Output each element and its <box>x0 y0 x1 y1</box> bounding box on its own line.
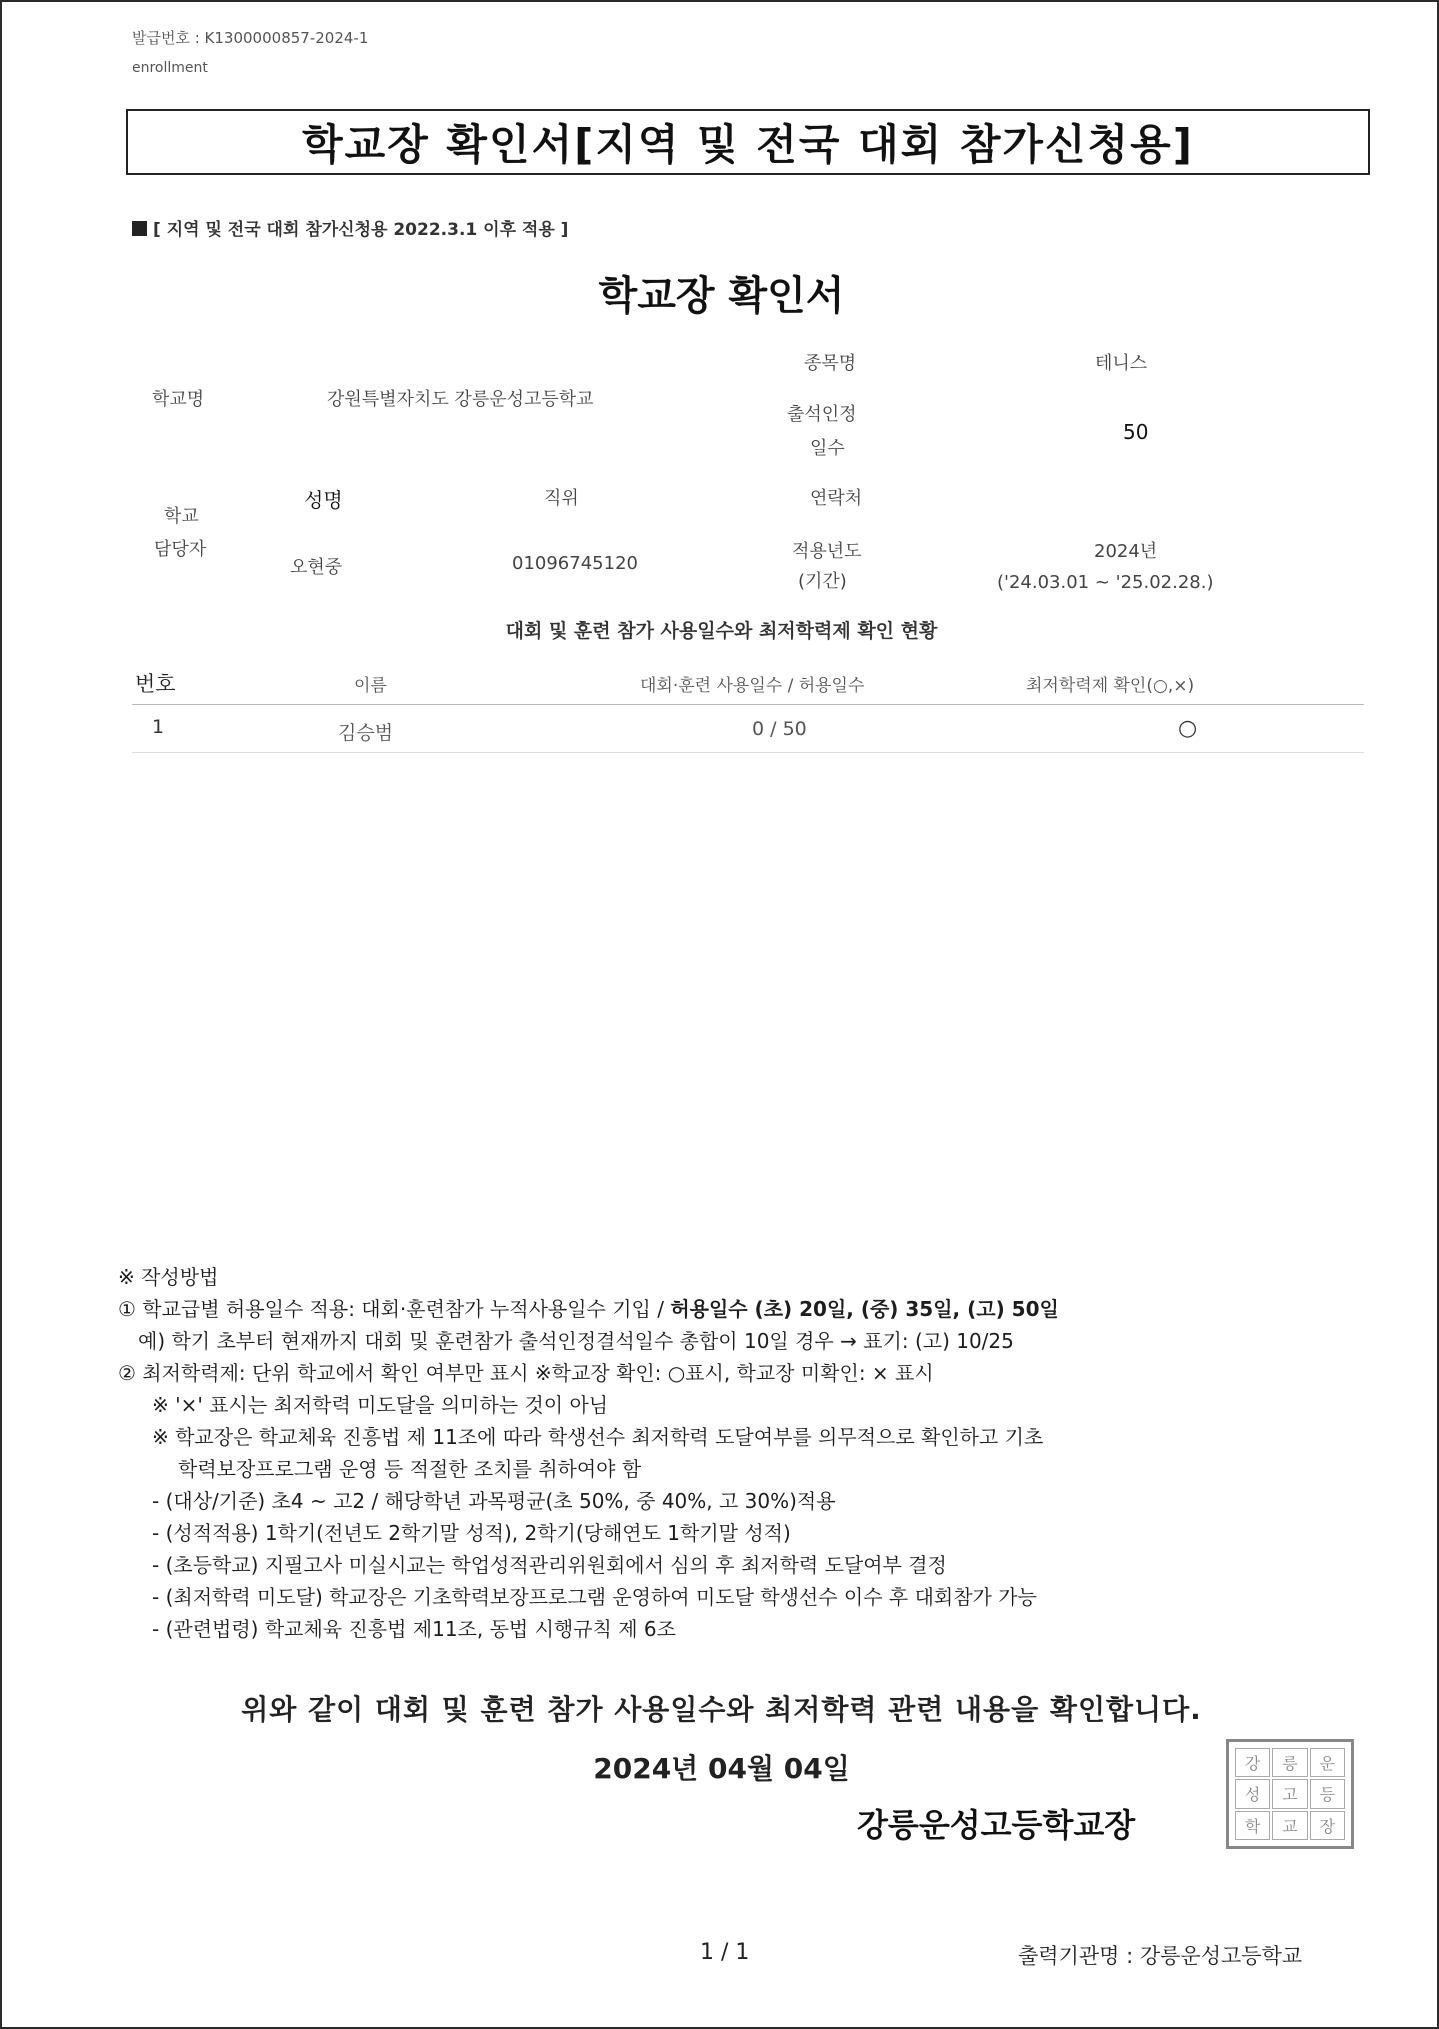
table-header-check: 최저학력제 확인(○,×) <box>1026 676 1195 696</box>
type-label: 종목명 <box>804 353 857 374</box>
name-value: 오현중 <box>290 557 343 578</box>
document-title-box <box>126 109 1370 175</box>
table-header-name: 이름 <box>354 676 387 696</box>
notes-line-9: - (초등학교) 지필고사 미실시교는 학업성적관리위원회에서 심의 후 최저학력 도달여부 결정 <box>152 1553 947 1577</box>
table-header-divider <box>132 704 1364 705</box>
page-number: 1 / 1 <box>700 1940 750 1965</box>
notes-line-7: - (대상/기준) 초4 ~ 고2 / 해당학년 과목평균(초 50%, 중 40%, 고 30%)적용 <box>152 1489 836 1513</box>
seal-char: 성 <box>1235 1779 1270 1808</box>
seal-char: 강 <box>1235 1748 1270 1777</box>
confirmation-text: 위와 같이 대회 및 훈련 참가 사용일수와 최저학력 관련 내용을 확인합니다. <box>241 1693 1202 1726</box>
table-cell-days: 0 / 50 <box>752 718 807 740</box>
issue-sub: enrollment <box>132 60 208 76</box>
period-year: 2024년 <box>1094 541 1158 562</box>
table-row-divider <box>132 752 1364 753</box>
table-header-no: 번호 <box>135 672 176 696</box>
issue-number: 발급번호 : K1300000857-2024-1 <box>132 29 369 47</box>
seal-char: 장 <box>1310 1811 1345 1840</box>
seal-char: 고 <box>1272 1779 1307 1808</box>
issue-date: 2024년 04월 04일 <box>593 1752 850 1785</box>
name-label: 성명 <box>304 488 343 512</box>
notes-line-8: - (성적적용) 1학기(전년도 2학기말 성적), 2학기(당해연도 1학기말 성적) <box>152 1521 791 1545</box>
notes-line-4: ※ '×' 표시는 최저학력 미도달을 의미하는 것이 아님 <box>152 1393 609 1417</box>
document-title: 학교장 확인서[지역 및 전국 대회 참가신청용] <box>302 120 1194 169</box>
table-cell-no: 1 <box>152 716 165 738</box>
type-value: 테니스 <box>1095 353 1148 374</box>
seal-char: 릉 <box>1272 1748 1307 1777</box>
school-value: 강원특별자치도 강릉운성고등학교 <box>327 389 594 410</box>
attendance-label-1: 출석인정 <box>787 404 857 425</box>
table-header-days: 대회·훈련 사용일수 / 허용일수 <box>640 676 865 696</box>
seal-char: 교 <box>1272 1811 1307 1840</box>
seal-char: 운 <box>1310 1748 1345 1777</box>
manager-label-2: 담당자 <box>154 539 207 560</box>
section-header <box>132 215 568 240</box>
output-organization: 출력기관명 : 강릉운성고등학교 <box>1018 1944 1303 1968</box>
period-range: ('24.03.01 ~ '25.02.28.) <box>997 572 1214 593</box>
notes-heading: ※ 작성방법 <box>118 1265 219 1289</box>
manager-label-1: 학교 <box>164 506 199 527</box>
attendance-label-2: 일수 <box>810 438 845 459</box>
phone-label: 연락처 <box>810 488 863 509</box>
writing-method-notes <box>118 1261 1059 1645</box>
notes-line-1 <box>118 1293 1059 1325</box>
period-label-1: 적용년도 <box>792 541 862 562</box>
phone-value: 01096745120 <box>512 553 638 574</box>
notes-line-1a: ① 학교급별 허용일수 적용: 대회·훈련참가 누적사용일수 기입 / <box>118 1297 671 1321</box>
notes-line-2: 예) 학기 초부터 현재까지 대회 및 훈련참가 출석인정결석일수 총합이 10일 경우 → 표기: (고) 10/25 <box>138 1329 1014 1353</box>
attendance-value: 50 <box>1123 420 1149 444</box>
seal-char: 등 <box>1310 1779 1345 1808</box>
section-header-text: [ 지역 및 전국 대회 참가신청용 2022.3.1 이후 적용 ] <box>153 220 569 240</box>
period-label-2: (기간) <box>798 571 847 592</box>
notes-line-1b: 허용일수 (초) 20일, (중) 35일, (고) 50일 <box>670 1297 1059 1321</box>
notes-line-3: ② 최저학력제: 단위 학교에서 확인 여부만 표시 ※학교장 확인: ○표시, 학교장 미확인: × 표시 <box>118 1361 934 1385</box>
table-cell-check: ○ <box>1178 716 1198 741</box>
notes-line-6: 학력보장프로그램 운영 등 적절한 조치를 취하여야 함 <box>178 1457 642 1481</box>
principal-name: 강릉운성고등학교장 <box>857 1806 1136 1844</box>
notes-line-11: - (관련법령) 학교체육 진흥법 제11조, 동법 시행규칙 제 6조 <box>152 1617 676 1641</box>
school-label: 학교명 <box>152 389 205 410</box>
notes-line-10: - (최저학력 미도달) 학교장은 기초학력보장프로그램 운영하여 미도달 학생선수 이수 후 대회참가 가능 <box>152 1585 1037 1609</box>
seal-char: 학 <box>1235 1811 1270 1840</box>
main-title: 학교장 확인서 <box>598 273 845 319</box>
table-cell-name: 김승범 <box>338 722 394 744</box>
status-subtitle: 대회 및 훈련 참가 사용일수와 최저학력제 확인 현황 <box>505 620 938 642</box>
square-bullet-icon <box>132 221 147 236</box>
position-label: 직위 <box>544 488 579 509</box>
notes-line-5: ※ 학교장은 학교체육 진흥법 제 11조에 따라 학생선수 최저학력 도달여부를 의무적으로 확인하고 기초 <box>152 1425 1044 1449</box>
official-seal <box>1226 1739 1354 1849</box>
